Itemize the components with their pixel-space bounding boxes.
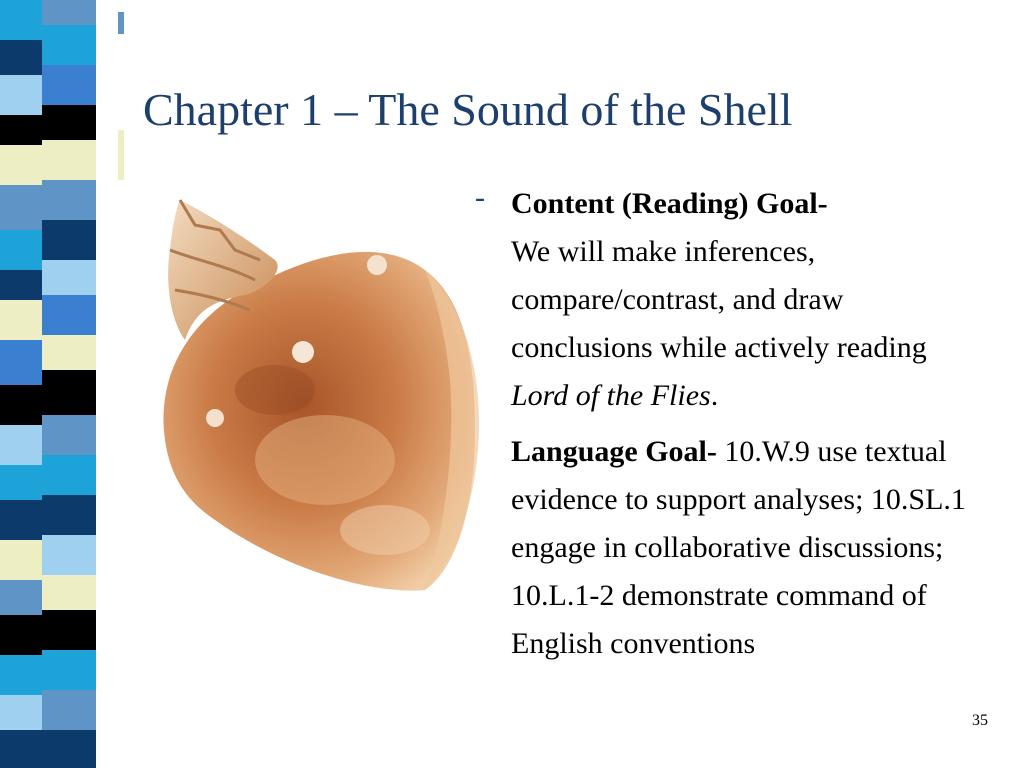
content-goal-label: Content (Reading) Goal- bbox=[511, 187, 828, 220]
accent-mark-top bbox=[118, 12, 124, 34]
page-number: 35 bbox=[972, 712, 988, 729]
language-goal-text: 10.W.9 use textual evidence to support analyses; 10.SL.1 engage in collaborative discussions; 10.L.1-2 demonstrate command of English conventions bbox=[511, 435, 966, 660]
conch-shell-icon bbox=[125, 190, 505, 600]
decorative-stripe-bar bbox=[0, 0, 100, 768]
content-goal-book-title: Lord of the Flies bbox=[511, 379, 711, 412]
goals-content bbox=[475, 180, 975, 676]
content-goal-text: We will make inferences, compare/contrast, and draw conclusions while actively reading bbox=[511, 235, 927, 364]
slide-title: Chapter 1 – The Sound of the Shell bbox=[143, 84, 793, 135]
accent-mark-middle bbox=[118, 130, 124, 180]
content-goal-period: . bbox=[710, 379, 719, 412]
language-goal-paragraph bbox=[475, 428, 975, 668]
language-goal-label: Language Goal- bbox=[511, 435, 717, 468]
content-goal-bullet bbox=[475, 180, 975, 420]
bullet-dash-icon: - bbox=[475, 181, 485, 214]
